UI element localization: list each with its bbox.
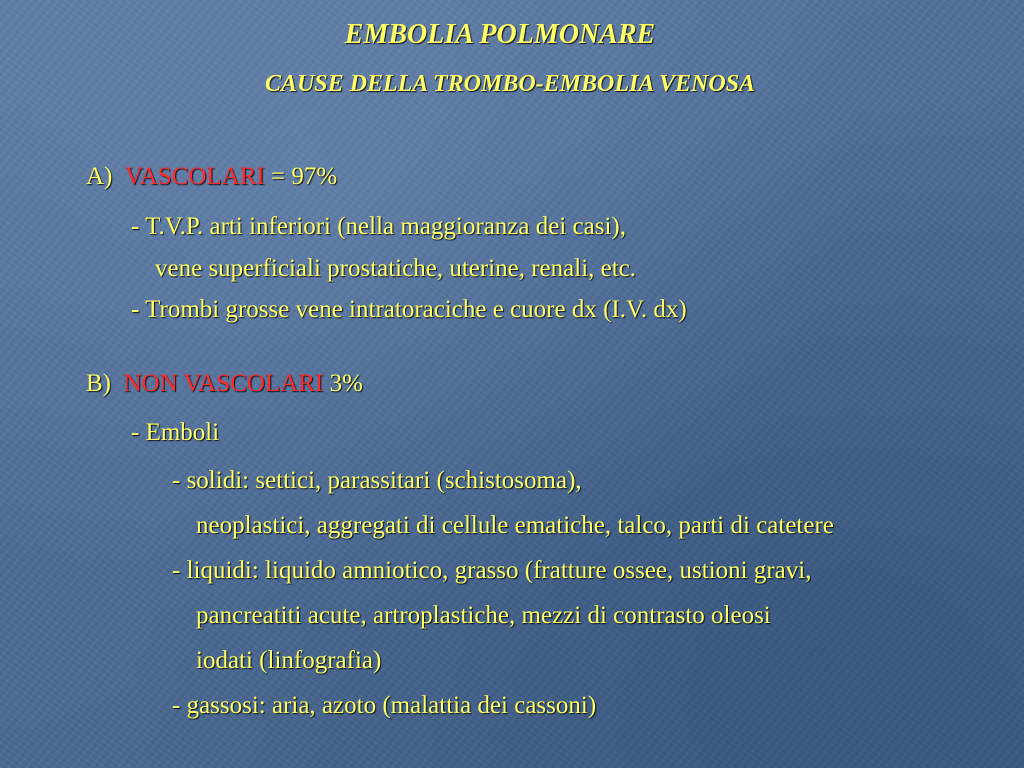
section-b-line-2: - solidi: settici, parassitari (schistosoma), — [172, 467, 582, 494]
section-b-line-4: - liquidi: liquido amniotico, grasso (fratture ossee, ustioni gravi, — [172, 557, 812, 584]
section-b-line-5: pancreatiti acute, artroplastiche, mezzi di contrasto oleosi — [196, 602, 771, 629]
section-b-line-6: iodati (linfografia) — [196, 647, 382, 674]
section-a-heading — [86, 162, 337, 192]
section-a-label: VASCOLARI — [124, 163, 265, 190]
section-a-marker: A) — [86, 163, 113, 190]
slide-title: EMBOLIA POLMONARE — [344, 19, 656, 50]
section-a-value: = 97% — [270, 163, 338, 190]
section-b-line-1: - Emboli — [131, 419, 220, 446]
section-b-heading — [86, 369, 363, 399]
section-a-line-3: - Trombi grosse vene intratoraciche e cuore dx (I.V. dx) — [131, 296, 687, 323]
section-b-label: NON VASCOLARI — [123, 370, 324, 397]
section-b-marker: B) — [86, 370, 111, 397]
section-b-line-7: - gassosi: aria, azoto (malattia dei cassoni) — [172, 692, 597, 719]
section-b-line-3: neoplastici, aggregati di cellule ematiche, talco, parti di catetere — [196, 512, 834, 539]
section-a-line-1: - T.V.P. arti inferiori (nella maggioranza dei casi), — [131, 213, 626, 240]
slide-subtitle: CAUSE DELLA TROMBO-EMBOLIA VENOSA — [264, 71, 756, 97]
section-a-line-2: vene superficiali prostatiche, uterine, renali, etc. — [155, 255, 637, 282]
section-b-value: 3% — [329, 370, 363, 397]
